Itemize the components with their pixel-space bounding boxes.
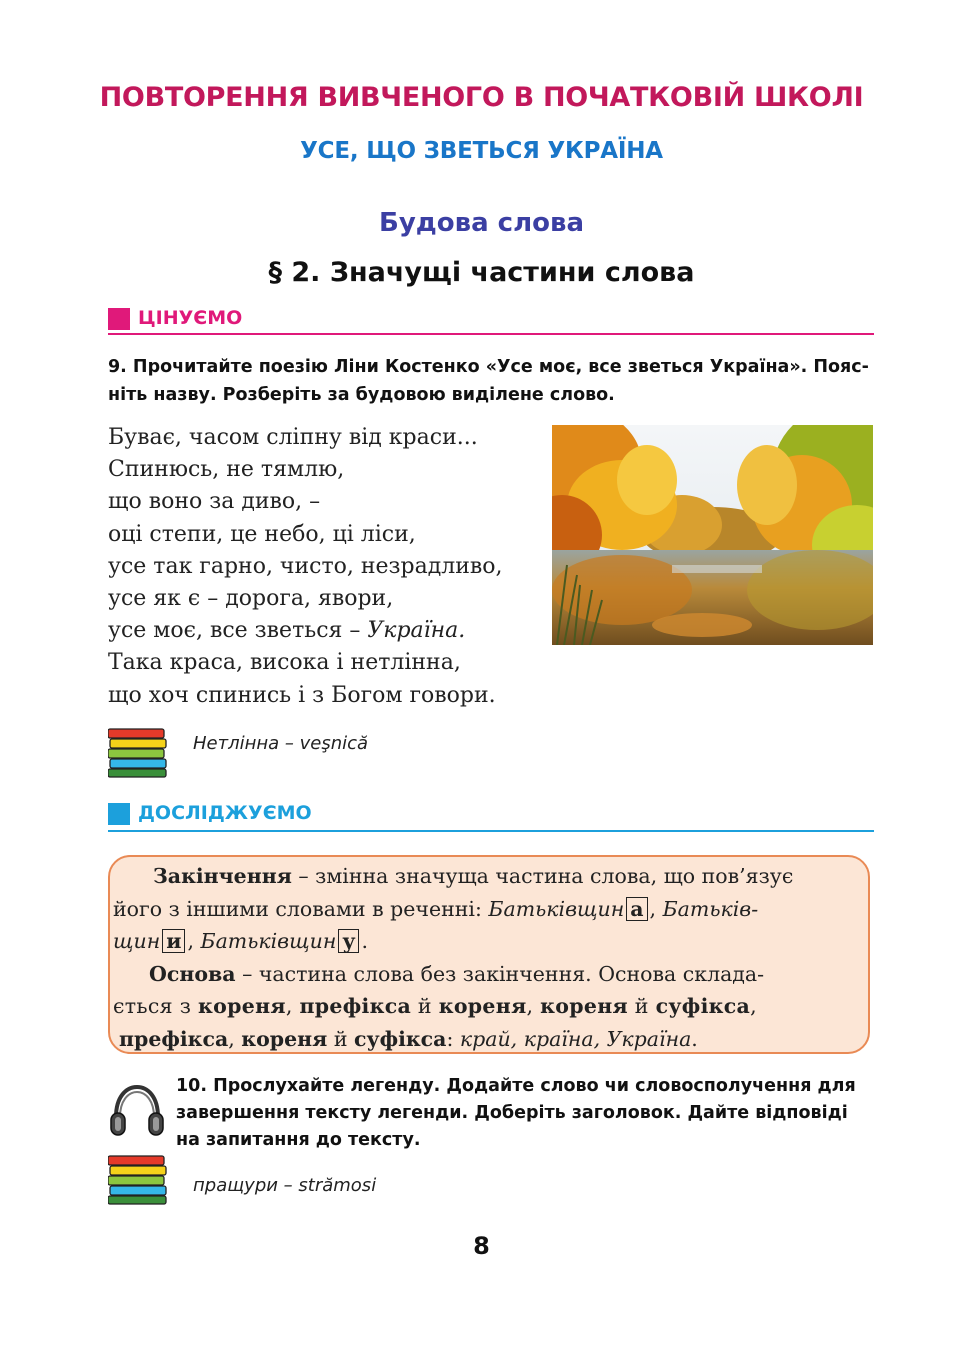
dictionary-books-icon (108, 727, 170, 779)
poem-line-text: усе моє, все зветься – (108, 618, 368, 644)
poem-line: Спинюсь, не тямлю, (108, 457, 345, 483)
main-title: ПОВТОРЕННЯ ВИВЧЕНОГО В ПОЧАТКОВІЙ ШКОЛІ (99, 82, 864, 113)
task-10-line: завершення тексту легенди. Доберіть заголовок. Дайте відповіді (176, 1103, 848, 1123)
rule-text-span: ється з (113, 994, 199, 1018)
task-10-line: 10. Прослухайте легенду. Додайте слово чи словосполучення для (176, 1076, 856, 1096)
headphones-icon (108, 1083, 166, 1139)
rule-line (113, 893, 865, 926)
term-stem: Основа (149, 961, 236, 986)
poem (108, 422, 538, 712)
section-divider (108, 830, 874, 832)
ending-box: и (162, 929, 185, 953)
example-stem: Батьків- (662, 896, 759, 921)
rule-line (113, 925, 865, 958)
separator: , (649, 896, 663, 921)
poem-line: що хоч спинись і з Богом говори. (108, 682, 496, 708)
poem-line: усе як є – дорога, явори, (108, 586, 394, 612)
rule-line (113, 1023, 865, 1056)
term-root: кореня (540, 994, 628, 1018)
term-suffix: суфікса (655, 994, 751, 1018)
term-root: кореня (438, 994, 527, 1018)
task-9-line: ніть назву. Розберіть за будовою виділене слово. (108, 385, 615, 405)
highlighted-word: Україна. (367, 618, 466, 644)
rule-line (113, 990, 865, 1023)
separator: й (327, 1026, 354, 1051)
section-marker (108, 803, 130, 825)
section-label: ЦІНУЄМО (138, 307, 243, 329)
poem-line: що воно за диво, – (108, 489, 321, 515)
task-10 (176, 1073, 876, 1154)
examples: край, країна, Україна (459, 1026, 692, 1051)
term-root: кореня (198, 994, 286, 1018)
separator: й (411, 994, 439, 1018)
task-9 (108, 353, 878, 409)
separator: . (691, 1026, 698, 1051)
autumn-lake-photo (552, 425, 873, 645)
task-10-line: на запитання до тексту. (176, 1130, 421, 1150)
section-header-value (108, 305, 874, 335)
section-title: § 2. Значущі частини слова (268, 257, 695, 288)
dictionary-books-icon (108, 1154, 170, 1206)
term-prefix: префікса (299, 994, 412, 1018)
example-stem: Батьківщин (488, 896, 625, 921)
term-root: кореня (241, 1026, 328, 1051)
section-marker (108, 308, 130, 330)
task-9-line: 9. Прочитайте поезію Ліни Костенко «Усе моє, все зветься Україна». Пояс- (108, 357, 869, 377)
topic-title: Будова слова (379, 208, 584, 238)
vocabulary-note: Нетлінна – veşnică (193, 733, 369, 754)
rule-line (113, 958, 865, 991)
term-prefix: префікса (119, 1026, 229, 1051)
rule-text-span: – змінна значуща частина слова, що пов’язує (291, 864, 794, 888)
separator: й (627, 994, 656, 1018)
separator: , (526, 994, 541, 1018)
term-ending: Закінчення (153, 864, 292, 888)
poem-line: Буває, часом сліпну від краси... (108, 425, 478, 450)
poem-line: усе так гарно, чисто, незрадливо, (108, 553, 503, 579)
separator: : (446, 1026, 460, 1051)
rule-text (113, 860, 865, 1055)
ending-box: у (338, 929, 359, 953)
page-number: 8 (473, 1232, 490, 1260)
poem-line (108, 615, 538, 647)
separator: , (750, 994, 757, 1018)
poem-line: Така краса, висока і нетлінна, (108, 650, 461, 676)
section-header-research (108, 800, 874, 832)
separator: , (285, 994, 300, 1018)
rule-text-span: його з іншими словами в реченні: (113, 896, 489, 921)
vocabulary-note: пращури – strămosi (193, 1175, 377, 1196)
ending-box: а (626, 897, 647, 921)
example-stem: Батьківщин (200, 929, 337, 953)
poem-line: оці степи, це небо, ці ліси, (108, 521, 416, 547)
separator: . (361, 929, 368, 953)
section-divider (108, 333, 874, 335)
rule-line (113, 860, 865, 893)
separator: , (228, 1026, 242, 1051)
example-stem: щин (113, 929, 161, 953)
unit-title: УСЕ, ЩО ЗВЕТЬСЯ УКРАЇНА (300, 138, 663, 164)
separator: , (187, 929, 201, 953)
section-label: ДОСЛІДЖУЄМО (138, 802, 312, 824)
rule-text-span: – частина слова без закінчення. Основа склада- (235, 961, 765, 986)
term-suffix: суфікса (354, 1026, 447, 1051)
